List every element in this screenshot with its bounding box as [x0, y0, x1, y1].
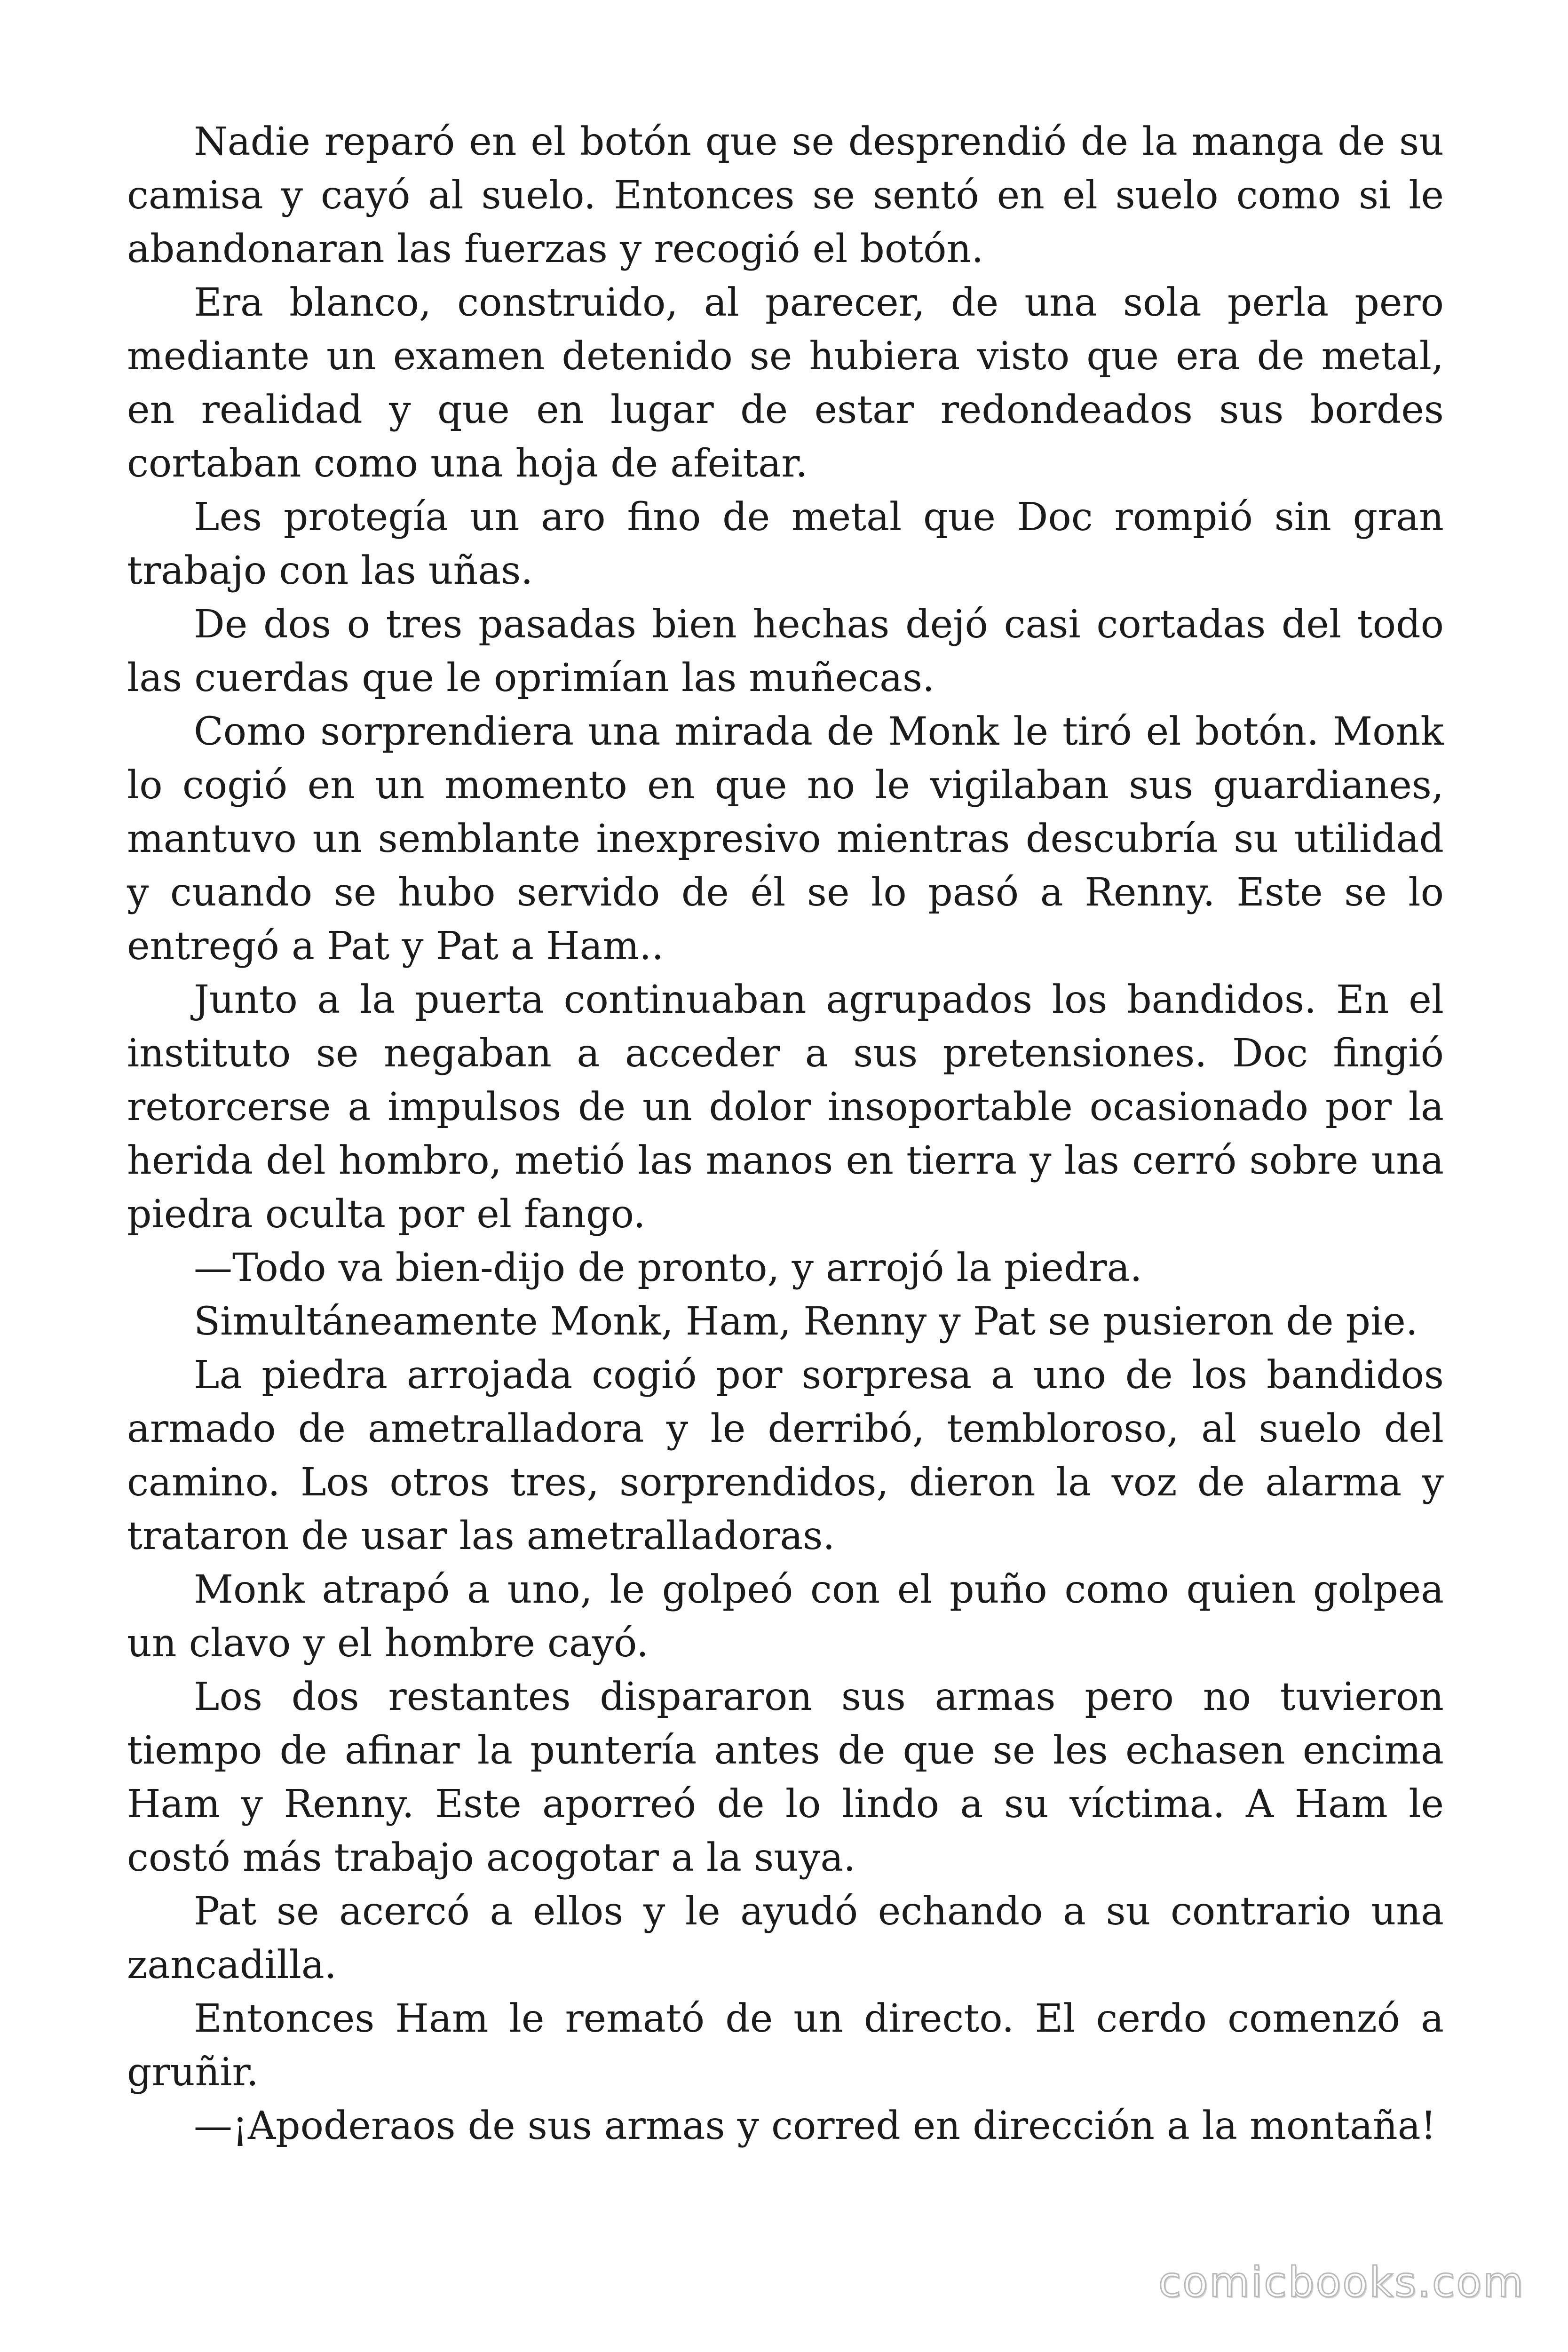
paragraph-7: —Todo va bien-dijo de pronto, y arrojó la piedra.: [194, 1246, 1142, 1290]
paragraph-13: Entonces Ham le remató de un directo. El cerdo comenzó a gruñir.: [127, 1996, 1444, 2095]
paragraph-11: Los dos restantes dispararon sus armas pero no tuvieron tiempo de afinar la puntería antes de que se les echasen encima Ham y Renny. Este aporreó de lo lindo a su víctima. A Ham le costó más trabajo acogotar a la suya.: [127, 1675, 1444, 1880]
paragraph-1: Nadie reparó en el botón que se desprendió de la manga de su camisa y cayó al suelo. Entonces se sentó en el suelo como si le abandonaran las fuerzas y recogió el botón.: [127, 119, 1444, 271]
watermark-text: comicbooks.com: [1158, 2258, 1525, 2306]
body-text: [127, 115, 1444, 2153]
paragraph-2: Era blanco, construido, al parecer, de una sola perla pero mediante un examen detenido se hubiera visto que era de metal, en realidad y que en lugar de estar redondeados sus bordes cortaban como una hoja de afeitar.: [127, 280, 1444, 486]
paragraph-8: Simultáneamente Monk, Ham, Renny y Pat se pusieron de pie.: [194, 1299, 1418, 1344]
paragraph-14: —¡Apoderaos de sus armas y corred en dirección a la montaña!: [194, 2104, 1436, 2148]
paragraph-9: La piedra arrojada cogió por sorpresa a uno de los bandidos armado de ametralladora y le derribó, tembloroso, al suelo del camino. Los otros tres, sorprendidos, dieron la voz de alarma y trataron de usar las ametralladoras.: [127, 1353, 1444, 1558]
paragraph-5: Como sorprendiera una mirada de Monk le tiró el botón. Monk lo cogió en un momento en que no le vigilaban sus guardianes, mantuvo un semblante inexpresivo mientras descubría su utilidad y cuando se hubo servido de él se lo pasó a Renny. Este se lo entregó a Pat y Pat a Ham..: [127, 709, 1444, 969]
paragraph-12: Pat se acercó a ellos y le ayudó echando a su contrario una zancadilla.: [127, 1889, 1444, 1987]
paragraph-3: Les protegía un aro fino de metal que Doc rompió sin gran trabajo con las uñas.: [127, 495, 1444, 593]
paragraph-6: Junto a la puerta continuaban agrupados los bandidos. En el instituto se negaban a acceder a sus pretensiones. Doc fingió retorcerse a impulsos de un dolor insoportable ocasionado por la herida del hombro, metió las manos en tierra y las cerró sobre una piedra oculta por el fango.: [127, 977, 1444, 1237]
paragraph-10: Monk atrapó a uno, le golpeó con el puño como quien golpea un clavo y el hombre cayó.: [127, 1567, 1444, 1666]
paragraph-4: De dos o tres pasadas bien hechas dejó casi cortadas del todo las cuerdas que le oprimían las muñecas.: [127, 602, 1444, 700]
